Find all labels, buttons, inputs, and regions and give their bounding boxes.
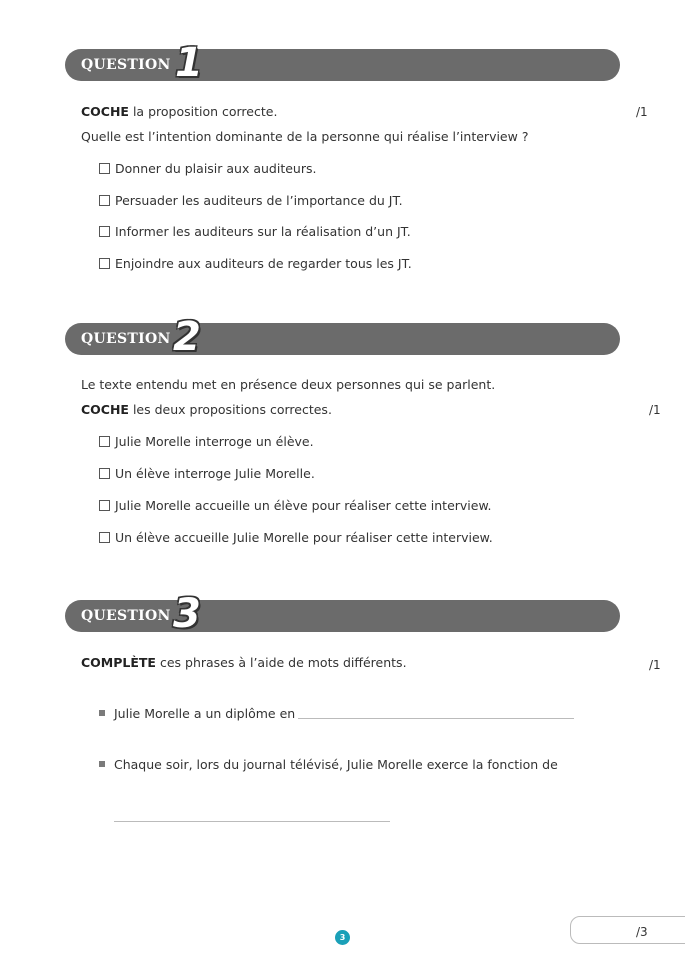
question-1-option[interactable] [99, 224, 411, 239]
checkbox-icon[interactable] [99, 258, 110, 269]
question-1-instruction-rest: la proposition correcte. [128, 104, 278, 119]
checkbox-icon[interactable] [99, 436, 110, 447]
question-2-intro: Le texte entendu met en présence deux personnes qui se parlent. [81, 377, 496, 392]
question-3-instruction-bold: COMPLÈTE [81, 655, 156, 670]
checkbox-icon[interactable] [99, 226, 110, 237]
checkbox-icon[interactable] [99, 195, 110, 206]
question-2-number: 2 [173, 314, 201, 360]
checkbox-icon[interactable] [99, 163, 110, 174]
item-label: Julie Morelle a un diplôme en [114, 706, 296, 721]
option-label: Un élève accueille Julie Morelle pour réaliser cette interview. [115, 530, 493, 545]
question-2-option[interactable] [99, 498, 492, 513]
question-3-item [99, 757, 558, 772]
answer-line[interactable] [114, 821, 390, 822]
question-2-score: /1 [649, 403, 661, 417]
question-1-label: QUESTION [81, 57, 171, 73]
question-2-instruction-bold: COCHE [81, 402, 129, 417]
question-2-label: QUESTION [81, 331, 171, 347]
question-3-header [65, 591, 620, 637]
square-bullet-icon [99, 761, 105, 767]
question-3-score: /1 [649, 658, 661, 672]
question-1-number: 1 [175, 40, 203, 86]
answer-line[interactable] [298, 718, 574, 719]
square-bullet-icon [99, 710, 105, 716]
option-label: Donner du plaisir aux auditeurs. [115, 161, 317, 176]
question-1-option[interactable] [99, 256, 412, 271]
question-2-instruction-rest: les deux propositions correctes. [128, 402, 332, 417]
question-3-number: 3 [173, 591, 201, 637]
total-score-box [570, 916, 685, 944]
question-1-instruction-bold: COCHE [81, 104, 129, 119]
question-1-prompt: Quelle est l’intention dominante de la personne qui réalise l’interview ? [81, 129, 529, 144]
checkbox-icon[interactable] [99, 500, 110, 511]
question-2-option[interactable] [99, 434, 314, 449]
checkbox-icon[interactable] [99, 468, 110, 479]
option-label: Un élève interroge Julie Morelle. [115, 466, 315, 481]
question-3-item [99, 706, 295, 721]
question-2-header [65, 314, 620, 360]
question-3-label: QUESTION [81, 608, 171, 624]
question-2-option[interactable] [99, 530, 493, 545]
question-1-header [65, 40, 620, 86]
question-1-score: /1 [636, 105, 648, 119]
page-number-badge: 3 [335, 930, 350, 945]
question-1-option[interactable] [99, 161, 316, 176]
option-label: Enjoindre aux auditeurs de regarder tous les JT. [115, 256, 412, 271]
checkbox-icon[interactable] [99, 532, 110, 543]
option-label: Julie Morelle interroge un élève. [115, 434, 314, 449]
item-label: Chaque soir, lors du journal télévisé, Julie Morelle exerce la fonction de [114, 757, 558, 772]
question-1-option[interactable] [99, 193, 403, 208]
total-score: /3 [636, 925, 648, 939]
question-1-instruction [81, 104, 277, 119]
question-2-instruction [81, 402, 332, 417]
option-label: Informer les auditeurs sur la réalisation d’un JT. [115, 224, 411, 239]
question-3-instruction-rest: ces phrases à l’aide de mots différents. [155, 655, 407, 670]
option-label: Julie Morelle accueille un élève pour réaliser cette interview. [115, 498, 492, 513]
option-label: Persuader les auditeurs de l’importance du JT. [115, 193, 403, 208]
question-2-option[interactable] [99, 466, 315, 481]
question-3-instruction [81, 655, 407, 670]
